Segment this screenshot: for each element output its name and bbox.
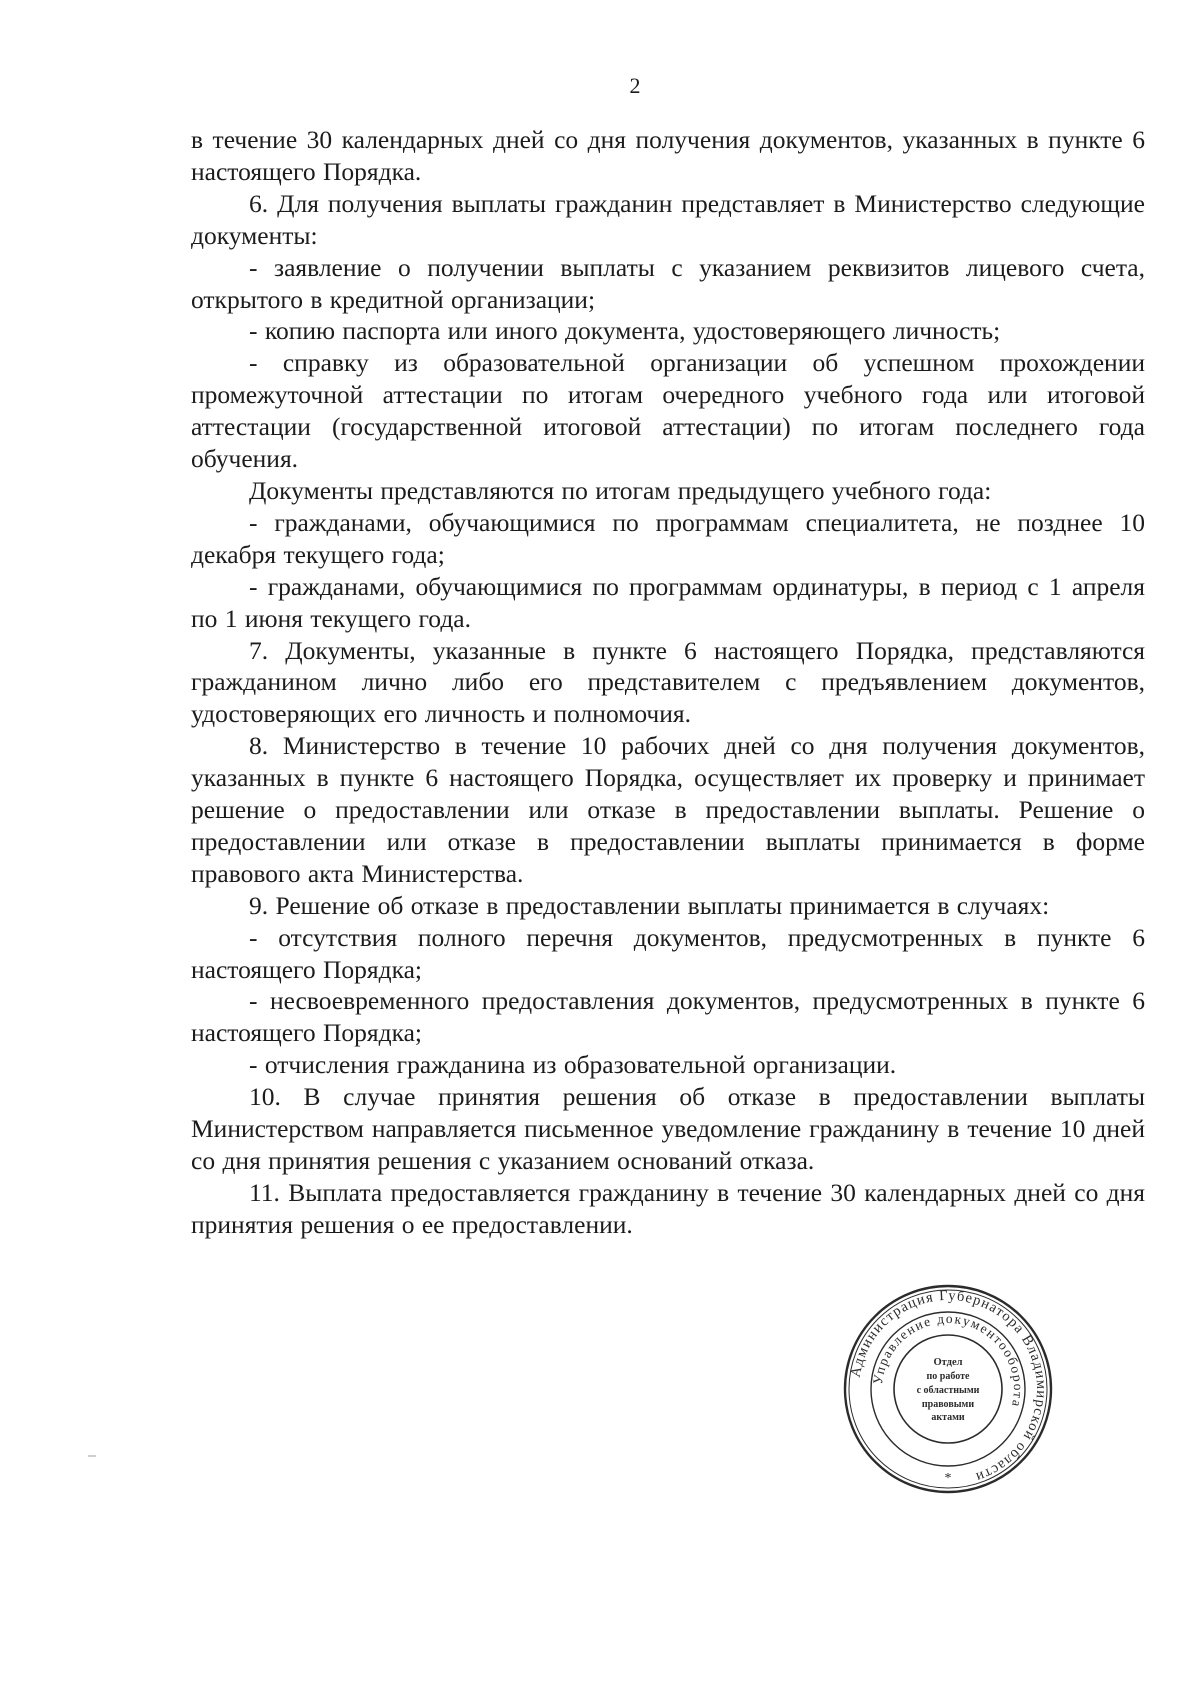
list-item-passport-copy: - копию паспорта или иного документа, удостоверяющего личность; — [249, 316, 1001, 346]
page-number: 2 — [629, 73, 641, 98]
seal-center-line-4: правовыми — [921, 1399, 975, 1410]
paragraph-item-10: 10. В случае принятия решения об отказе в предоставлении выплаты Министерством направляется письменное уведомление гражданину в течение 10 дней со дня принятия решения с указанием оснований отказа. — [191, 1082, 1145, 1175]
seal-inner-ring-text: Управление документооборота — [870, 1310, 1027, 1410]
list-item-specialty-students: - гражданами, обучающимися по программам специалитета, не позднее 10 декабря текущего года; — [191, 507, 1145, 569]
paragraph-documents-deadline: Документы представляются по итогам предыдущего учебного года: — [249, 475, 992, 505]
official-seal — [842, 1283, 1054, 1495]
seal-center-line-5: актами — [931, 1412, 965, 1423]
margin-scan-mark — [88, 1455, 96, 1457]
paragraph-item-6: 6. Для получения выплаты гражданин представляет в Министерство следующие документы: — [191, 188, 1145, 250]
seal-center-line-2: по работе — [926, 1371, 970, 1382]
list-item-certificate: - справку из образовательной организации об успешном прохождении промежуточной аттестации по итогам очередного учебного года или итоговой аттестации (государственной итоговой аттестации) по итогам последнего года обучения. — [191, 348, 1145, 474]
paragraph-item-9: 9. Решение об отказе в предоставлении выплаты принимается в случаях: — [249, 890, 1050, 920]
paragraph-item-8: 8. Министерство в течение 10 рабочих дней со дня получения документов, указанных в пункте 6 настоящего Порядка, осуществляет их проверку и принимает решение о предоставлении или отказе в предоставлении выплаты. Решение о предоставлении или отказе в предоставлении выплаты принимается в форме правового акта Министерства. — [191, 731, 1145, 888]
seal-center-line-1: Отдел — [933, 1357, 963, 1368]
document-body — [191, 124, 1145, 1241]
list-item-expulsion: - отчисления гражданина из образовательной организации. — [249, 1050, 897, 1080]
paragraph-continuation: в течение 30 календарных дней со дня получения документов, указанных в пункте 6 настоящего Порядка. — [191, 125, 1145, 186]
seal-outer-ring-text: Администрация Губернатора Владимирской области — [847, 1287, 1050, 1486]
seal-center-line-3: с областными — [916, 1385, 980, 1396]
list-item-late-submission: - несвоевременного предоставления документов, предусмотренных в пункте 6 настоящего Порядка; — [191, 986, 1145, 1048]
list-item-residency-students: - гражданами, обучающимися по программам ординатуры, в период с 1 апреля по 1 июня текущего года. — [191, 571, 1145, 633]
list-item-application: - заявление о получении выплаты с указанием реквизитов лицевого счета, открытого в кредитной организации; — [191, 252, 1145, 314]
paragraph-item-11: 11. Выплата предоставляется гражданину в течение 30 календарных дней со дня принятия решения о ее предоставлении. — [191, 1177, 1145, 1239]
seal-star: * — [944, 1471, 952, 1486]
paragraph-item-7: 7. Документы, указанные в пункте 6 настоящего Порядка, представляются гражданином лично либо его представителем с предъявлением документов, удостоверяющих его личность и полномочия. — [191, 635, 1145, 729]
list-item-incomplete-documents: - отсутствия полного перечня документов, предусмотренных в пункте 6 настоящего Порядка; — [191, 922, 1145, 984]
